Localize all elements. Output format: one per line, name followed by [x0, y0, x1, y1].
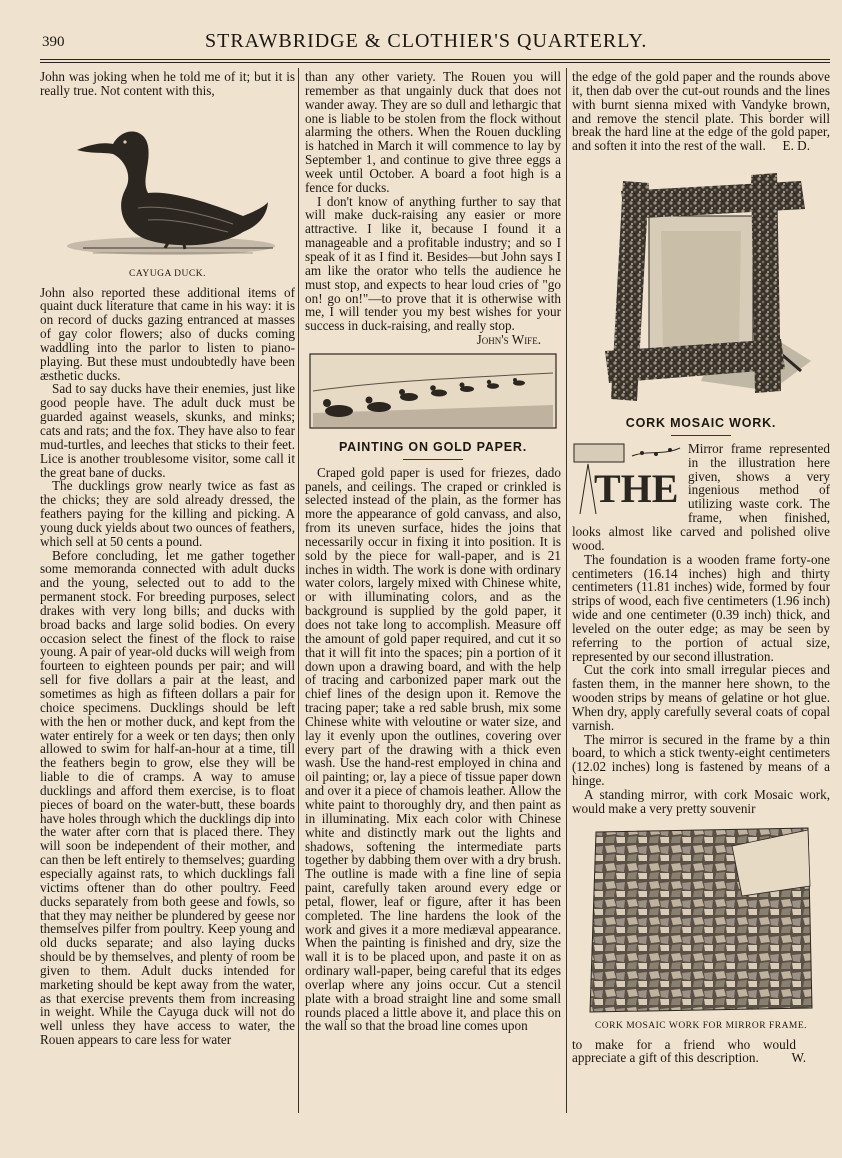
paragraph: Craped gold paper is used for friezes, dado panels, and ceilings. The craped or crinkled is selected instead of the plain, as the former has more the appearance of gold canvass, and also, from its uneven surface, hides the joins that necessarily occur in fixing it into position. It is sold by the piece for wall-paper, and is 21 inches in width. The work is done with ordinary water colors, largely mixed with Chinese white, or with illuminating colors, and as the background is supplied by the gold paper, it does not take long to accomplish. Measure off the amount of gold paper required, and cut it so that it will fit into the spaces; pin a portion of it down upon a drawing board, and with the help of tracing and carbonized paper mark out the chief lines of the design upon it. Remove the tracing paper; take a red sable brush, mix some Chinese white with veloutine or water size, and lay it evenly upon the outlines, covering over every part of the drawing with a thick even wash. Use the hand-rest employed in china and oil painting; or, lay a piece of tissue paper down and over it a piece of chamois leather. Allow the white paint to thoroughly dry, and then paint as in illuminating. Mix each color with Chinese white and distinctly mark out the lights and shadows, softening the intermediate parts together by dabbing them over with a dry brush. The outline is made with a fine line of sepia paint, carefully taken around every edge or petal, flower, leaf or figure, after it has been completed. The line hardens the look of the work and gives it a more mediæval appearance. When the painting is finished and dry, size the wall it is to be placed upon, and paste it on as ordinary wall-paper, being careful that its edges overlap where any joins occur. Cut a stencil plate with a broad straight line and some small rounds placed a little above it, and place this on the wall so that the broad line comes upon	[305, 464, 561, 1034]
page-title: STRAWBRIDGE & CLOTHIER'S QUARTERLY.	[205, 30, 648, 52]
paragraph: I don't know of anything further to say that will make duck-raising any easier or more attractive. I like it, because I found it a manageable and a profitable industry; and so I speak of it as I find it. Besides—but John says I am like the orator who tells the audience he must stop, and expects to hear loud cries of "go on! go on!"—to prove that it is otherwise with me, I will tender you my best wishes for your success in duck-raising, and really stop.	[305, 193, 561, 334]
section-heading: PAINTING ON GOLD PAPER.	[338, 439, 528, 454]
paragraph: than any other variety. The Rouen you will remember as that ungainly duck that does not wander away. They are so dull and lethargic that one is liable to be stolen from the flock without alarming the others. When the Rouen duckling is hatched in March it will commence to lay by September 1, and continue to give three eggs a week until October. A board a foot high is a fence for ducks.	[305, 69, 561, 195]
cork-mosaic-detail-illustration	[582, 826, 820, 1016]
closing-block	[572, 1038, 830, 1066]
paragraph: Before concluding, let me gather together some memoranda connected with adult ducks and the young, selected out to add to the permanent stock. For breeding purposes, select drakes with very long bills; and ducks with broad backs and large solid bodies. On every occasion select the finest of the flock to raise young. A pair of year-old ducks will weigh from fourteen to eighteen pounds per pair; and will sell for five dollars a pair at the least, and sometimes as high as fifteen dollars a pair for choice specimens. Ducklings should be left with the hen or mother duck, and kept from the water entirely for a week or ten days; then only allowed to swim for half-an-hour at a time, till the feathers begin to grow, else they will be liable to die of cramps. A way to amuse ducklings and afford them exercise, is to float pieces of board on the water-butt, these boards have holes through which the ducklings dip into the water after corn that is placed there. They will soon be independent of their mother, and can then be left entirely to themselves; guarding especially against rats, to which ducklings fall victims oftener than do other poultry. Feed ducks separately from both geese and fowls, so that they may neither be plundered by geese nor themselves pilfer from poultry. Keep young and old ducks separate; and also laying ducks should be by themselves, and plenty of room be given to them. Adult ducks intended for marketing should be kept away from the water, as that exercise prevents them from increasing in weight. While the Cayuga duck will not do well unless they have access to water, the Rouen appears to care less for water	[40, 547, 296, 1048]
paragraph: Sad to say ducks have their enemies, just like good people have. The adult duck must be guarded against weasels, skunks, and minks; cats and rats; and the fox. They have also to fear mud-turtles, and leeches that sticks to their feet. Lice is another troublesome visitor, some call it the great bane of ducks.	[40, 381, 295, 480]
header-rule	[40, 59, 830, 60]
ornamental-initial	[572, 442, 682, 518]
signature: W.	[791, 1050, 806, 1066]
dropcap-illustration	[572, 442, 682, 518]
column-2	[305, 70, 561, 1033]
paragraph: John also reported these additional items of quaint duck literature that came in his way: it is on record of ducks gazing entranced at masses of gay color flowers; also of ducks coming waddling into the parlor to listen to piano-playing. But these must undoubtedly have been æsthetic ducks.	[40, 284, 295, 383]
section-heading: CORK MOSAIC WORK.	[625, 416, 777, 431]
signature: John's Wife.	[476, 332, 541, 348]
paragraph: to make for a friend who would appreciate a gift of this description.	[572, 1036, 796, 1066]
paragraph: The foundation is a wooden frame forty-one centimeters (16.14 inches) high and thirty centimeters (11.81 inches) wide, formed by four strips of wood, each five centimeters (1.96 inch) wide and one centimeter (0.39 inch) thick, and leveled on the outer edge; as may be seen by referring to the portion of actual size, represented by our second illustration.	[572, 551, 830, 664]
signature: E. D.	[782, 138, 810, 154]
heading-rule	[403, 459, 463, 460]
heading-rule	[671, 435, 731, 436]
paragraph: A standing mirror, with cork Mosaic work, would make a very pretty souvenir	[572, 787, 830, 816]
dropcap-letters: THE	[594, 465, 679, 511]
paragraph: The mirror is secured in the frame by a thin board, to which a stick twenty-eight centimeters (12.02 inches) long is fastened by means of a hinge.	[572, 731, 830, 789]
figure-caption: CORK MOSAIC WORK FOR MIRROR FRAME.	[594, 1020, 808, 1031]
page-number: 390	[42, 34, 65, 50]
column-1	[40, 70, 295, 1047]
column-divider	[298, 68, 299, 1113]
ducklings-illustration	[309, 353, 557, 429]
paragraph: Cut the cork into small irregular pieces and fasten them, in the manner here shown, to the wooden strips by means of gelatine or hot glue. When dry, apply carefully several coats of copal varnish.	[572, 662, 830, 733]
column-divider	[566, 68, 567, 1113]
paragraph: The ducklings grow nearly twice as fast as the chicks; they are sold already dressed, the feathers paying for the killing and picking. A young duck yields about two ounces of feathers, which sell at 50 cents a pound.	[40, 478, 295, 549]
column-3	[572, 70, 830, 1065]
figure-caption: CAYUGA DUCK.	[129, 268, 206, 279]
header-rule-thin	[40, 62, 830, 63]
paragraph: the edge of the gold paper and the rounds above it, then dab over the cut-out rounds and the lines with burnt sienna mixed with Vandyke brown, and remove the stencil plate. This border will break the hard line at the edge of the gold paper, and soften it into the rest of the wall.	[572, 69, 830, 154]
cork-mirror-frame-illustration	[581, 161, 821, 411]
paragraph: Mirror frame represented in the illustration here given, shows a very ingenious method of utilizing waste cork. The frame, when finished, looks almost like carved and polished olive wood.	[572, 440, 830, 553]
paragraph: John was joking when he told me of it; but it is really true. Not content with this,	[40, 69, 295, 98]
duck-illustration	[53, 98, 283, 266]
